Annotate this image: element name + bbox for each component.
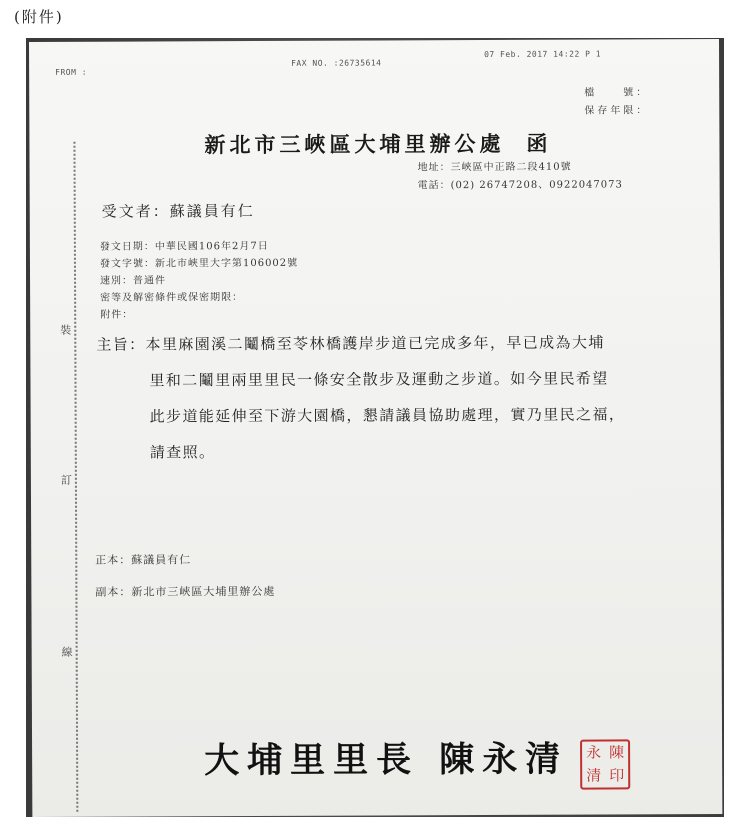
- copy-to: 副本：新北市三峽區大埔里辦公處: [95, 584, 276, 599]
- binding-mark: 線: [61, 645, 73, 659]
- classification: 密等及解密條件或保密期限：: [100, 292, 244, 304]
- delivery-speed: 速別：普通件: [100, 275, 167, 287]
- recipient: 受文者：蘇議員有仁: [101, 202, 255, 221]
- fax-number: FAX NO. :26735614: [291, 58, 382, 68]
- subject-line: 請查照。: [149, 443, 216, 462]
- file-number-label: 檔 號：: [584, 87, 650, 99]
- office-name: 新北市三峽區大埔里辦公處: [204, 130, 505, 158]
- signature: [204, 732, 568, 784]
- attachment-caption: (附件): [14, 8, 64, 26]
- document-photo: [26, 38, 724, 817]
- signature-name: 陳永清: [439, 738, 569, 781]
- seal-char: 印: [609, 766, 625, 785]
- seal-char: 永: [586, 743, 602, 762]
- issue-number: 發文字號：新北市峽里大字第106002號: [99, 257, 299, 270]
- office-phone: 電話：(02) 26747208、0922047073: [417, 179, 623, 192]
- binding-mark: 裝: [60, 323, 72, 337]
- office-address: 地址：三峽區中正路二段410號: [417, 161, 572, 174]
- attachment-field: 附件：: [100, 309, 134, 321]
- official-seal: [580, 739, 630, 789]
- retention-label: 保存年限：: [584, 105, 650, 117]
- letter-title: [204, 128, 551, 160]
- binding-mark: 訂: [60, 473, 72, 487]
- issue-date: 發文日期：中華民國106年2月7日: [99, 240, 269, 253]
- signature-title: 大埔里里長: [204, 739, 420, 782]
- subject-line: 主旨：本里麻園溪二鬮橋至苓林橋護岸步道已完成多年，早已成為大埔: [96, 333, 605, 354]
- binding-line: [73, 142, 78, 812]
- seal-char: 清: [586, 766, 602, 785]
- seal-char: 陳: [609, 743, 625, 762]
- subject-line: 里和二鬮里兩里里民一條安全散步及運動之步道。如今里民希望: [149, 369, 609, 390]
- fax-from: FROM :: [55, 67, 88, 77]
- subject-line: 此步道能延伸至下游大園橋，懇請議員協助處理，實乃里民之福，: [149, 405, 626, 426]
- fax-date: 07 Feb. 2017 14:22 P 1: [484, 49, 602, 60]
- letter-type: 函: [526, 130, 552, 156]
- main-copy: 正本：蘇議員有仁: [95, 553, 192, 567]
- subject-block: [96, 331, 697, 478]
- fax-sheet: [29, 39, 722, 817]
